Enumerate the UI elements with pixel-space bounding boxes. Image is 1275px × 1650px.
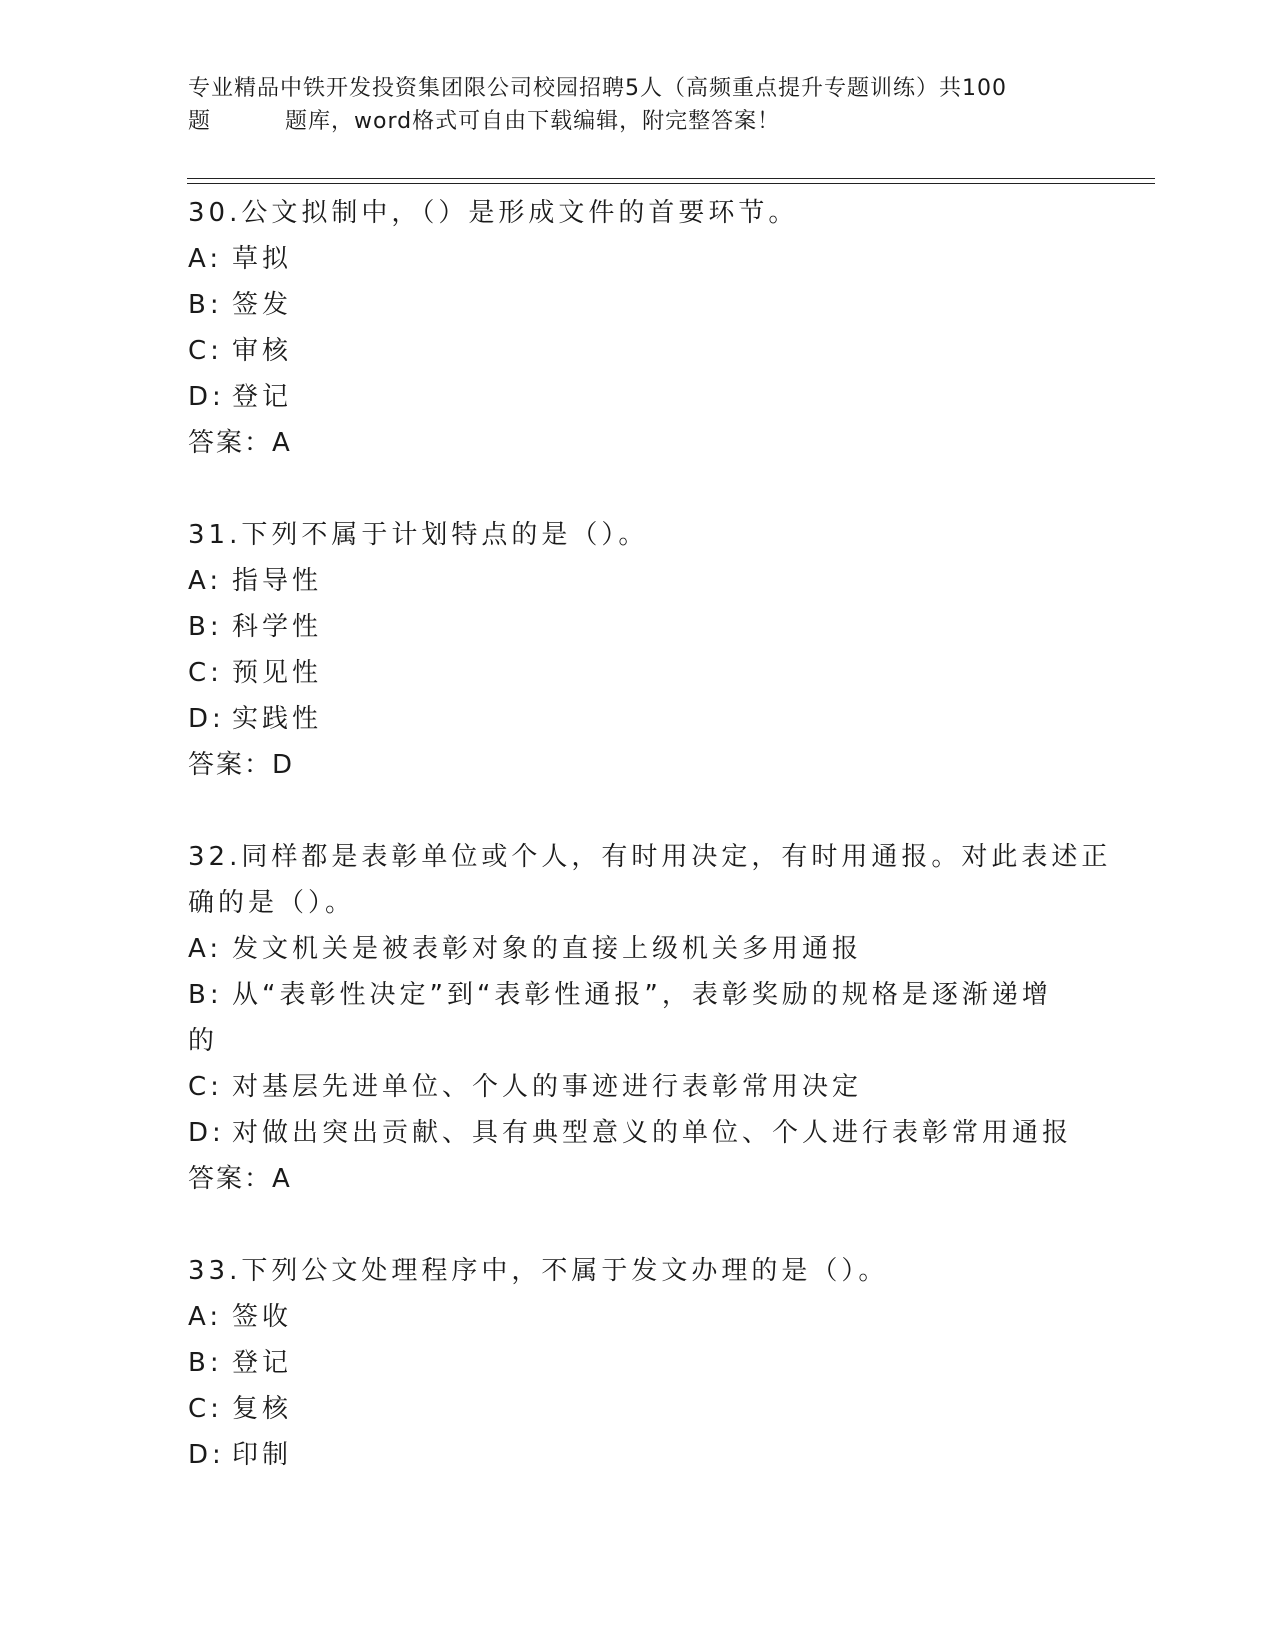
question-stem-line2: 确的是（）。 xyxy=(188,888,356,918)
spacer xyxy=(188,1202,1088,1248)
option-text: 预见性 xyxy=(232,658,323,688)
question-stem-line1: 32.同样都是表彰单位或个人，有时用决定，有时用通报。对此表述正 xyxy=(188,842,1112,872)
option-text: 发文机关是被表彰对象的直接上级机关多用通报 xyxy=(232,934,863,964)
header-line2-left: 题 xyxy=(188,109,212,134)
option-text: 指导性 xyxy=(232,566,323,596)
header-title-line1: 专业精品中铁开发投资集团限公司校园招聘5人（高频重点提升专题训练）共100 xyxy=(188,76,1007,101)
option-c xyxy=(188,1386,1088,1432)
header-title-line2 xyxy=(188,105,1088,138)
option-text: 草拟 xyxy=(232,244,293,274)
option-d xyxy=(188,1432,1088,1478)
header-rule-top xyxy=(187,178,1155,179)
option-text: 审核 xyxy=(232,336,293,366)
option-text: 复核 xyxy=(232,1394,293,1424)
option-a xyxy=(188,926,1088,972)
option-c xyxy=(188,328,1088,374)
option-d xyxy=(188,1110,1088,1156)
option-a xyxy=(188,236,1088,282)
option-key: B: xyxy=(188,290,223,320)
option-d xyxy=(188,374,1088,420)
spacer xyxy=(188,466,1088,512)
header-line2-right: 题库，word格式可自由下载编辑，附完整答案！ xyxy=(285,109,781,134)
option-text: 科学性 xyxy=(232,612,323,642)
option-b xyxy=(188,282,1088,328)
question-33 xyxy=(188,1248,1088,1478)
option-key: A: xyxy=(188,1302,223,1332)
option-b-continuation: 的 xyxy=(188,1026,219,1056)
option-key: C: xyxy=(188,658,223,688)
option-key: B: xyxy=(188,980,223,1010)
option-text: 签收 xyxy=(232,1302,293,1332)
option-key: D: xyxy=(188,382,225,412)
option-text: 实践性 xyxy=(232,704,323,734)
option-d xyxy=(188,696,1088,742)
option-text: 登记 xyxy=(232,382,293,412)
option-text: 对做出突出贡献、具有典型意义的单位、个人进行表彰常用通报 xyxy=(232,1118,1073,1148)
option-b xyxy=(188,1340,1088,1386)
option-text: 印制 xyxy=(232,1440,293,1470)
option-key: A: xyxy=(188,566,223,596)
option-key: C: xyxy=(188,336,223,366)
answer-line: 答案：A xyxy=(188,428,292,458)
option-key: A: xyxy=(188,934,223,964)
spacer xyxy=(188,788,1088,834)
option-key: B: xyxy=(188,1348,223,1378)
option-a xyxy=(188,558,1088,604)
document-header xyxy=(188,72,1088,138)
question-stem: 31.下列不属于计划特点的是（）。 xyxy=(188,520,649,550)
option-b xyxy=(188,604,1088,650)
question-32 xyxy=(188,834,1112,1202)
header-rule-bottom xyxy=(187,183,1155,184)
option-b xyxy=(188,972,1088,1018)
question-list xyxy=(188,190,1112,1478)
option-key: C: xyxy=(188,1072,223,1102)
option-key: D: xyxy=(188,1118,225,1148)
question-stem: 33.下列公文处理程序中，不属于发文办理的是（）。 xyxy=(188,1256,889,1286)
answer-line: 答案：D xyxy=(188,750,295,780)
option-key: A: xyxy=(188,244,223,274)
option-text: 登记 xyxy=(232,1348,293,1378)
question-stem: 30.公文拟制中，（）是形成文件的首要环节。 xyxy=(188,198,799,228)
option-c xyxy=(188,1064,1088,1110)
option-key: B: xyxy=(188,612,223,642)
option-c xyxy=(188,650,1088,696)
question-31 xyxy=(188,512,1088,788)
question-30 xyxy=(188,190,1088,466)
answer-line: 答案：A xyxy=(188,1164,292,1194)
option-text: 对基层先进单位、个人的事迹进行表彰常用决定 xyxy=(232,1072,863,1102)
option-a xyxy=(188,1294,1088,1340)
option-key: D: xyxy=(188,1440,225,1470)
option-key: C: xyxy=(188,1394,223,1424)
option-key: D: xyxy=(188,704,225,734)
option-text-line1: 从“表彰性决定”到“表彰性通报”，表彰奖励的规格是逐渐递增 xyxy=(232,980,1052,1010)
option-text: 签发 xyxy=(232,290,293,320)
